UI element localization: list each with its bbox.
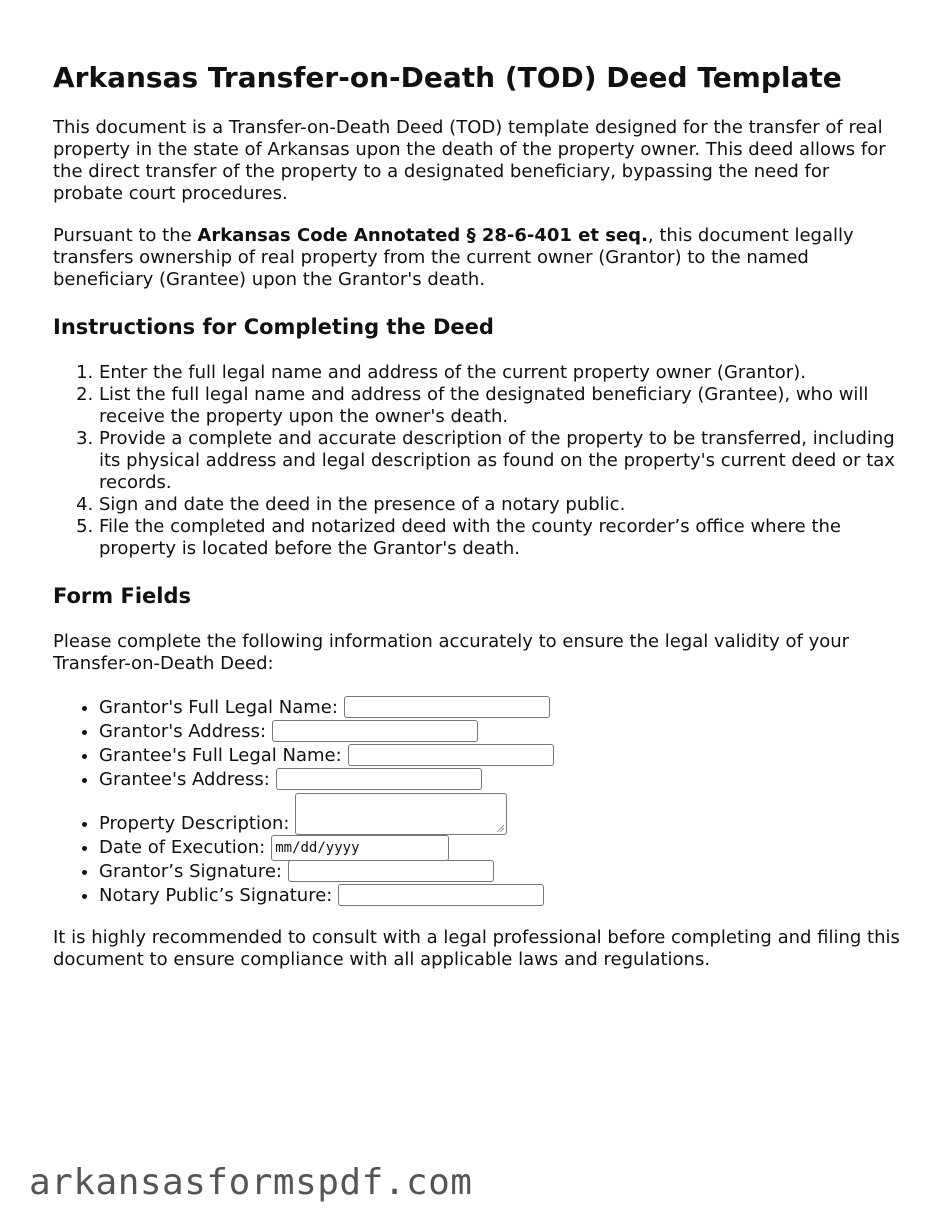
grantor-address-label: • Grantor's Address: [99,721,267,743]
instruction-step: 1. Enter the full legal name and address of the current property owner (Grantor). [99,362,903,384]
notary-signature-label: • Notary Public’s Signature: [99,885,333,907]
watermark: arkansasformspdf.com [29,1162,473,1203]
property-description-textarea[interactable] [295,793,507,835]
grantee-address-input[interactable] [276,768,482,790]
instruction-step: 3. Provide a complete and accurate description of the property to be transferred, including its physical address and legal description as found on the property's current deed or tax records. [99,428,903,494]
resize-grip-icon[interactable] [496,824,504,832]
document-page [53,60,903,991]
grantor-name-label: • Grantor's Full Legal Name: [99,697,338,719]
date-execution-label: • Date of Execution: [99,837,266,859]
property-description-label: • Property Description: [99,813,290,835]
instruction-step: 2. List the full legal name and address of the designated beneficiary (Grantee), who will receive the property upon the owner's death. [99,384,903,428]
grantee-name-input[interactable] [348,744,554,766]
list-item [99,793,903,835]
grantor-name-input[interactable] [344,696,550,718]
pursuant-paragraph [53,225,903,291]
code-citation: Arkansas Code Annotated § 28-6-401 et seq. [197,225,648,246]
list-item [99,835,903,859]
closing-paragraph: It is highly recommended to consult with a legal professional before completing and filing this document to ensure compliance with all applicable laws and regulations. [53,927,900,971]
list-item [99,743,903,767]
form-fields-heading: Form Fields [53,584,191,609]
grantor-signature-input[interactable] [288,860,494,882]
list-item [99,859,903,883]
grantor-address-input[interactable] [272,720,478,742]
intro-paragraph: This document is a Transfer-on-Death Deed (TOD) template designed for the transfer of real property in the state of Arkansas upon the death of the property owner. This deed allows for the direct transfer of the property to a designated beneficiary, bypassing the need for probate court procedures. [53,117,886,204]
form-fields-list [53,695,903,907]
instruction-step: 5. File the completed and notarized deed with the county recorder’s office where the property is located before the Grantor's death. [99,516,903,560]
page-title: Arkansas Transfer-on-Death (TOD) Deed Template [53,61,842,94]
grantee-name-label: • Grantee's Full Legal Name: [99,745,342,767]
instructions-heading: Instructions for Completing the Deed [53,315,494,339]
list-item [99,695,903,719]
list-item [99,719,903,743]
instruction-step: 4. Sign and date the deed in the presence of a notary public. [99,494,903,516]
notary-signature-input[interactable] [338,884,544,906]
instructions-list [53,362,903,560]
date-execution-input[interactable]: mm/dd/yyyy [271,835,449,861]
grantor-signature-label: • Grantor’s Signature: [99,861,282,883]
pursuant-suffix: , this document legally transfers ownership of real property from the current owner (Grantor) to the named beneficiary (Grantee) upon the Grantor's death. [53,225,854,290]
list-item [99,767,903,791]
grantee-address-label: • Grantee's Address: [99,769,270,791]
list-item [99,883,903,907]
pursuant-prefix: Pursuant to the [53,225,198,246]
form-intro: Please complete the following information accurately to ensure the legal validity of your Transfer-on-Death Deed: [53,631,850,675]
